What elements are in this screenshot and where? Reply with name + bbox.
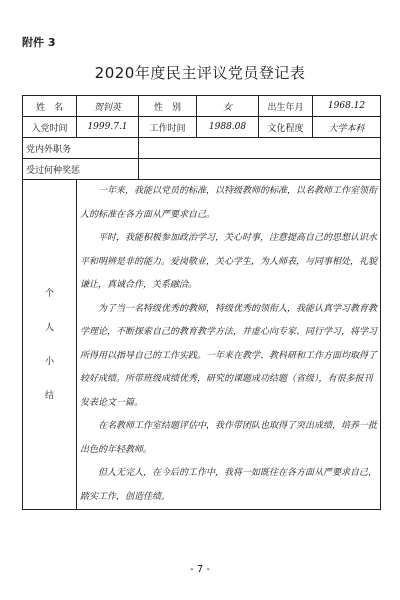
summary-side-char: 小 [44, 356, 54, 367]
birth-label: 出生年月 [259, 96, 313, 117]
row-award [23, 159, 381, 180]
page-number: - 7 - [190, 564, 210, 575]
name-label: 姓 名 [23, 96, 77, 117]
row-name [23, 96, 381, 117]
attachment-label: 附件 3 [22, 36, 56, 49]
summary-paragraph: 在名教师工作室结题评估中，我作带团队也取得了突出成绩，培养一批出色的年轻教师。 [80, 421, 378, 455]
name-value[interactable]: 贺钊英 [77, 96, 139, 117]
join-party-value[interactable]: 1999.7.1 [77, 117, 139, 138]
summary-side-char: 人 [44, 322, 54, 333]
summary-side-char: 个 [44, 288, 54, 299]
work-start-value[interactable]: 1988.08 [197, 117, 259, 138]
party-duty-label: 党内外职务 [23, 138, 139, 159]
summary-side-label [23, 180, 77, 510]
birth-value[interactable]: 1968.12 [313, 96, 381, 117]
education-label: 文化程度 [259, 117, 313, 138]
row-duty [23, 138, 381, 159]
summary-paragraph: 但人无完人，在今后的工作中，我将一如既往在各方面从严要求自己，踏实工作，创造佳绩。 [80, 468, 378, 502]
form-title: 2020年度民主评议党员登记表 [94, 64, 306, 82]
row-summary [23, 180, 381, 510]
registration-form [22, 95, 381, 510]
summary-paragraph: 一年来，我能以党员的标准，以特级教师的标准，以名教师工作室领衔人的标准在各方面从严要求自己。 [80, 186, 378, 220]
join-party-label: 入党时间 [23, 117, 77, 138]
gender-value[interactable]: 女 [197, 96, 259, 117]
work-start-label: 工作时间 [139, 117, 197, 138]
summary-text-area[interactable] [77, 180, 381, 510]
award-label: 受过何种奖惩 [23, 159, 139, 180]
summary-paragraph: 为了当一名特级优秀的教师，特级优秀的领衔人，我能认真学习教育教学理论，不断探索自己的教育教学方法，并虚心向专家、同行学习，将学习所得用以指导自己的工作实践。一年来在教学、教科研和工作方面均取得了较好成绩。所带班级成绩优秀，研究的课题成功结题（省级），有很多报刊发表论文一篇。 [80, 303, 378, 408]
award-value[interactable] [139, 159, 381, 180]
education-value[interactable]: 大学本科 [313, 117, 381, 138]
summary-side-char: 结 [44, 390, 54, 401]
row-dates [23, 117, 381, 138]
gender-label: 性 别 [139, 96, 197, 117]
summary-paragraph: 平时，我能积极参加政治学习，关心时事，注意提高自己的思想认识水平和明辨是非的能力。爱岗敬业，关心学生，为人师表，与同事相处，礼貌谦让，真诚合作，关系融洽。 [80, 233, 378, 290]
party-duty-value[interactable] [139, 138, 381, 159]
